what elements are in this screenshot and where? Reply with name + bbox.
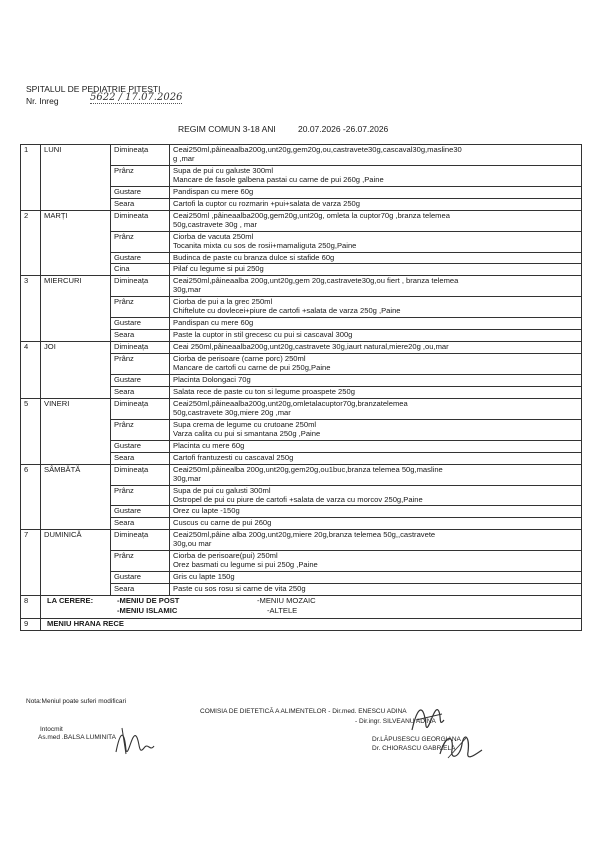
commission-member-2: Dr.LĂPUSESCU GEORGIANA (372, 736, 461, 743)
on-request-cell (41, 596, 582, 619)
meal-content-line: Cartofi frantuzesti cu cascaval 250g (173, 453, 294, 462)
meal-content-line: Cuscus cu carne de pui 260g (173, 519, 272, 528)
meal-label: Cina (111, 264, 170, 276)
meal-label: Prânz (111, 165, 170, 186)
on-request-option: -MENIU ISLAMIC (117, 606, 178, 616)
day-name: SÂMBĂTĂ (41, 464, 111, 530)
on-request-label: LA CERERE: (47, 596, 94, 606)
meal-content (170, 464, 582, 485)
meal-row (21, 145, 582, 166)
meal-content-line: Ceai250ml,pâineaalba 200g,unt20g,gem 20g,castravete30g,ou fiert , branza telemea (173, 277, 459, 286)
day-number: 7 (21, 530, 41, 596)
meal-label: Prânz (111, 297, 170, 318)
meal-label: Gustare (111, 506, 170, 518)
meal-content (170, 231, 582, 252)
meal-label: Gustare (111, 318, 170, 330)
meal-row (21, 342, 582, 354)
day-name: MARȚI (41, 210, 111, 276)
meal-label: Dimineața (111, 342, 170, 354)
on-request-row (21, 596, 582, 619)
cold-food-row (21, 619, 582, 631)
meal-label: Gustare (111, 186, 170, 198)
on-request-option: -MENIU MOZAIC (257, 596, 316, 606)
day-number: 4 (21, 342, 41, 399)
meal-content (170, 297, 582, 318)
meal-content-line: Orez basmati cu legume si pui 250g ,Paine (173, 561, 318, 570)
meal-content-line: Varza calita cu pui si smantana 250g ,Paine (173, 429, 321, 438)
meal-content (170, 440, 582, 452)
meal-content-line: Placinta Dolongaci 70g (173, 376, 251, 385)
meal-label: Gustare (111, 572, 170, 584)
meal-content-line: Ceai250ml,pâineaalba200g,unt20g,gem20g,ou,castravete30g,cascaval30g,masline30 (173, 146, 462, 154)
note: Nota:Meniul poate suferi modificari (26, 698, 127, 705)
meal-content (170, 165, 582, 186)
commission-title: COMISIA DE DIETETICĂ A ALIMENTELOR - Dir.med. ENESCU ADINA (200, 708, 407, 715)
meal-content (170, 419, 582, 440)
meal-row (21, 210, 582, 231)
meal-label: Dimineața (111, 276, 170, 297)
meal-content (170, 330, 582, 342)
meal-content (170, 210, 582, 231)
meal-content (170, 252, 582, 264)
meal-content (170, 354, 582, 375)
day-name: DUMINICĂ (41, 530, 111, 596)
meal-label: Gustare (111, 252, 170, 264)
meal-label: Gustare (111, 440, 170, 452)
meal-content-line: Salata rece de paste cu ton si legume proaspete 250g (173, 387, 355, 396)
meal-content-line: Orez cu lapte -150g (173, 507, 240, 516)
meal-content-line: Ceai250ml,pâinealba 200g,unt20g,gem20g,ou1buc,branza telemea 50g,masline (173, 465, 443, 474)
meal-content-line: Ceai250ml,pâine alba 200g,unt20g,miere 20g,branza telemea 50g,,castravete (173, 531, 436, 540)
meal-row (21, 464, 582, 485)
meal-content-line: Paste cu sos rosu si carne de vita 250g (173, 585, 306, 594)
meal-content-line: Pandispan cu mere 60g (173, 319, 254, 328)
registration-number: 5622 / 17.07.2026 (90, 92, 183, 103)
meal-content-line: Mancare de fasole galbena pastai cu carne de pui 260g ,Paine (173, 175, 384, 184)
meal-content (170, 386, 582, 398)
meal-content-line: Ceai250ml ,pâineaalba200g,gem20g,unt20g, omleta la cuptor70g ,branza telemea (173, 211, 450, 220)
meal-content-line: 30g,mar (173, 474, 201, 483)
meal-content (170, 572, 582, 584)
menu-table (20, 144, 582, 631)
regime-title: REGIM COMUN 3-18 ANI (178, 124, 276, 134)
meal-content-line: Ciorba de pui a la grec 250ml (173, 298, 273, 307)
meal-label: Prânz (111, 354, 170, 375)
meal-content (170, 264, 582, 276)
meal-label: Seara (111, 330, 170, 342)
meal-label: Dimineața (111, 464, 170, 485)
meal-content-line: Pandispan cu mere 60g (173, 187, 254, 196)
meal-content-line: Supa de pui cu galusti 300ml (173, 486, 271, 495)
meal-content-line: Pilaf cu legume si pui 250g (173, 265, 264, 274)
cold-food-label: MENIU HRANA RECE (41, 619, 582, 631)
meal-content (170, 276, 582, 297)
meal-label: Prânz (111, 231, 170, 252)
meal-content (170, 375, 582, 387)
meal-label: Prânz (111, 551, 170, 572)
meal-content (170, 452, 582, 464)
signature-member-2 (436, 728, 486, 764)
meal-content-line: 30g,ou mar (173, 540, 212, 549)
meal-content (170, 551, 582, 572)
meal-content (170, 342, 582, 354)
commission-member-1: - Dir.ingr. SILVEANU ADINA (355, 718, 436, 725)
meal-content-line: Ciorba de perisoare(pui) 250ml (173, 552, 278, 561)
meal-content (170, 584, 582, 596)
meal-content-line: Paste la cuptor in stil grecesc cu pui si cascaval 300g (173, 331, 353, 340)
day-name: MIERCURI (41, 276, 111, 342)
meal-content-line: Gris cu lapte 150g (173, 573, 235, 582)
signature-preparer (112, 722, 157, 760)
meal-content-line: 50g,castravete 30g , mar (173, 220, 257, 229)
meal-row (21, 530, 582, 551)
meal-content-line: Ostropel de pui cu piure de cartofi +salata de varza cu morcov 250g,Paine (173, 495, 423, 504)
meal-row (21, 398, 582, 419)
intocmit-label: Intocmit (40, 726, 63, 733)
meal-label: Dimineata (111, 210, 170, 231)
meal-content-line: Supa de pui cu galuste 300ml (173, 166, 274, 175)
meal-content (170, 530, 582, 551)
commission-member-3: Dr. CHIORASCU GABRIELA (372, 745, 456, 752)
hospital-name: SPITALUL DE PEDIATRIE PITESTI (26, 84, 161, 94)
day-number: 1 (21, 145, 41, 211)
meal-content-line: Ciorba de perisoare (carne porc) 250ml (173, 355, 306, 364)
day-number: 5 (21, 398, 41, 464)
day-number: 6 (21, 464, 41, 530)
meal-label: Seara (111, 452, 170, 464)
meal-content-line: Mancare de cartofi cu carne de pui 250g,Paine (173, 364, 331, 373)
meal-label: Seara (111, 584, 170, 596)
preparer-name: As.med .BALSA LUMINITA (38, 734, 116, 741)
meal-content-line: Placinta cu mere 60g (173, 441, 245, 450)
meal-row (21, 276, 582, 297)
meal-content (170, 145, 582, 166)
meal-label: Dimineața (111, 398, 170, 419)
meal-content (170, 398, 582, 419)
meal-content-line: Ciorba de vacuta 250ml (173, 232, 254, 241)
meal-content-line: Cartofi la cuptor cu rozmarin +pui+salata de varza 250g (173, 199, 360, 208)
meal-label: Gustare (111, 375, 170, 387)
meal-label: Prânz (111, 485, 170, 506)
meal-content-line: Chiftelute cu dovlecei+piure de cartofi +salata de varza 250g ,Paine (173, 307, 401, 316)
meal-content-line: Ceai 250ml,pâineaalba200g,unt20g,castravete 30g,iaurt natural,miere20g ,ou,mar (173, 343, 449, 352)
menu-period: 20.07.2026 -26.07.2026 (298, 124, 389, 134)
meal-label: Dimineața (111, 530, 170, 551)
meal-content-line: 50g,castravete 30g,miere 20g ,mar (173, 408, 291, 417)
meal-content-line: Supa crema de legume cu crutoane 250ml (173, 420, 317, 429)
meal-label: Seara (111, 198, 170, 210)
meal-label: Seara (111, 386, 170, 398)
meal-content-line: g ,mar (173, 154, 195, 163)
meal-label: Prânz (111, 419, 170, 440)
meal-label: Dimineața (111, 145, 170, 166)
on-request-option: -ALTELE (267, 606, 298, 616)
row-number: 8 (21, 596, 41, 619)
day-name: LUNI (41, 145, 111, 211)
meal-content (170, 518, 582, 530)
day-name: JOI (41, 342, 111, 399)
day-name: VINERI (41, 398, 111, 464)
meal-content (170, 198, 582, 210)
meal-content-line: Ceai250ml,pâineaalba200g,unt20g,omletalacuptor70g,branzatelemea (173, 399, 408, 408)
meal-content (170, 506, 582, 518)
meal-content (170, 318, 582, 330)
registration-label: Nr. Inreg (26, 96, 59, 106)
meal-content (170, 485, 582, 506)
on-request-option: -MENIU DE POST (117, 596, 180, 606)
meal-content (170, 186, 582, 198)
day-number: 3 (21, 276, 41, 342)
meal-label: Seara (111, 518, 170, 530)
day-number: 2 (21, 210, 41, 276)
meal-content-line: 30g,mar (173, 286, 201, 295)
meal-content-line: Budinca de paste cu branza dulce si stafide 60g (173, 253, 335, 262)
meal-content-line: Tocanita mixta cu sos de rosii+mamaliguta 250g,Paine (173, 241, 357, 250)
row-number: 9 (21, 619, 41, 631)
